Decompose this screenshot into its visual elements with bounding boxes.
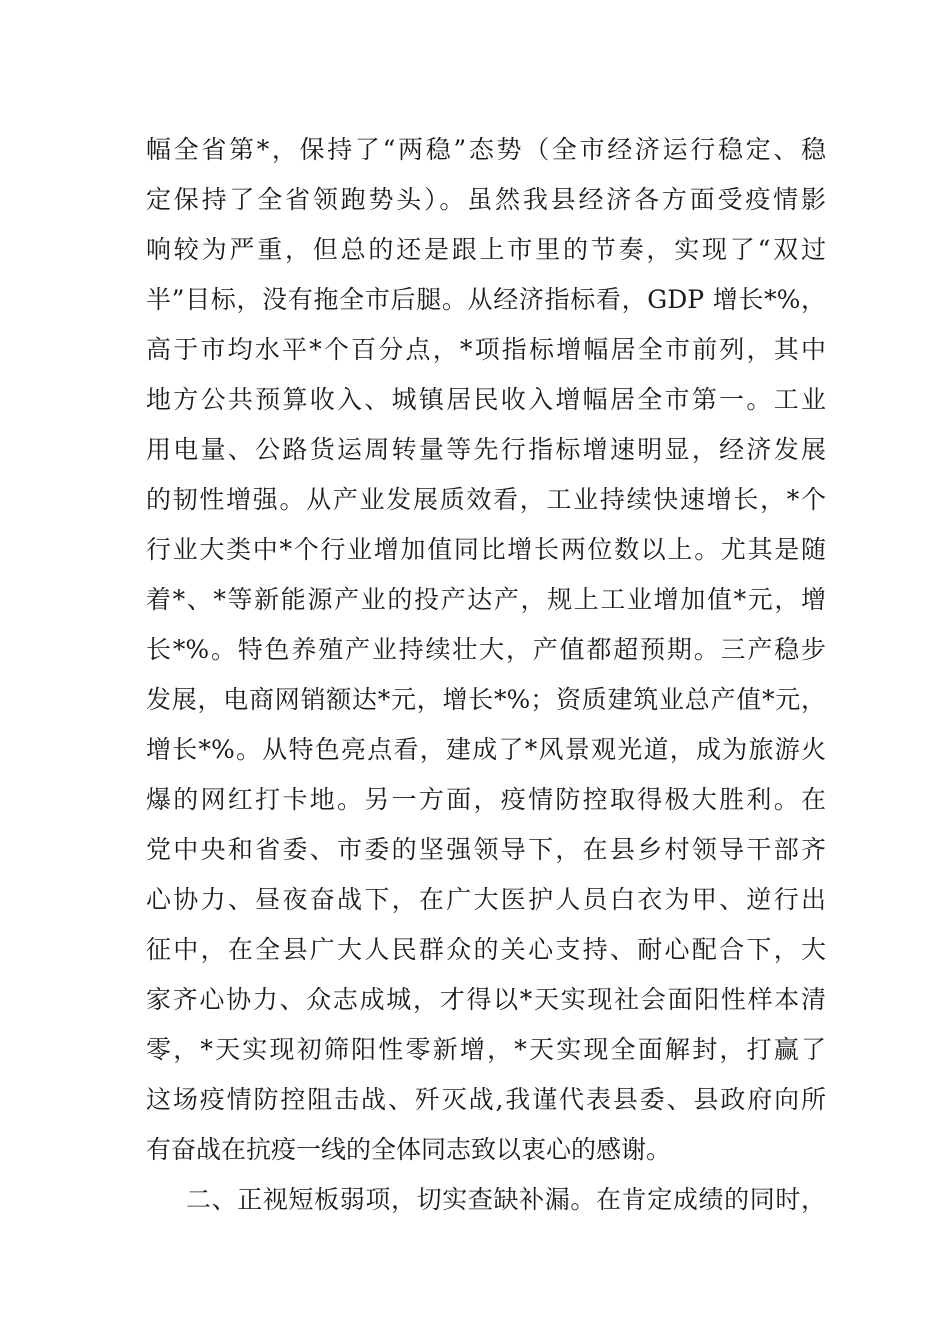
text-line: 定保持了全省领跑势头）。虽然我县经济各方面受疫情影 <box>146 185 826 214</box>
paragraph <box>146 125 826 1175</box>
body-text <box>146 125 826 1225</box>
text-line: 爆的网红打卡地。另一方面，疫情防控取得极大胜利。在 <box>146 785 826 814</box>
text-line: 行业大类中*个行业增加值同比增长两位数以上。尤其是随 <box>146 535 826 564</box>
text-line: 的韧性增强。从产业发展质效看，工业持续快速增长，*个 <box>146 485 826 514</box>
text-line: 发展，电商网销额达*元，增长*%；资质建筑业总产值*元， <box>146 685 826 714</box>
text-line: 这场疫情防控阻击战、歼灭战,我谨代表县委、县政府向所 <box>146 1085 826 1114</box>
text-line: 着*、*等新能源产业的投产达产，规上工业增加值*元，增 <box>146 585 826 614</box>
text-line: 地方公共预算收入、城镇居民收入增幅居全市第一。工业 <box>146 385 826 414</box>
text-line: 有奋战在抗疫一线的全体同志致以衷心的感谢。 <box>146 1135 672 1164</box>
text-line: 幅全省第*，保持了“两稳”态势（全市经济运行稳定、稳 <box>146 135 826 164</box>
paragraph <box>146 1175 826 1225</box>
text-line: 家齐心协力、众志成城，才得以*天实现社会面阳性样本清 <box>146 985 826 1014</box>
text-line: 长*%。特色养殖产业持续壮大，产值都超预期。三产稳步 <box>146 635 826 664</box>
text-line: 高于市均水平*个百分点，*项指标增幅居全市前列，其中 <box>146 335 826 364</box>
text-line: 党中央和省委、市委的坚强领导下，在县乡村领导干部齐 <box>146 835 826 864</box>
text-line: 半”目标，没有拖全市后腿。从经济指标看，GDP 增长*%， <box>146 285 826 314</box>
text-line: 心协力、昼夜奋战下，在广大医护人员白衣为甲、逆行出 <box>146 885 826 914</box>
text-line: 征中，在全县广大人民群众的关心支持、耐心配合下，大 <box>146 935 826 964</box>
text-line: 二、正视短板弱项，切实查缺补漏。在肯定成绩的同时， <box>186 1185 826 1214</box>
text-line: 响较为严重，但总的还是跟上市里的节奏，实现了“双过 <box>146 235 826 264</box>
text-line: 用电量、公路货运周转量等先行指标增速明显，经济发展 <box>146 435 826 464</box>
text-line: 零，*天实现初筛阳性零新增，*天实现全面解封，打赢了 <box>146 1035 826 1064</box>
text-line: 增长*%。从特色亮点看，建成了*风景观光道，成为旅游火 <box>146 735 826 764</box>
